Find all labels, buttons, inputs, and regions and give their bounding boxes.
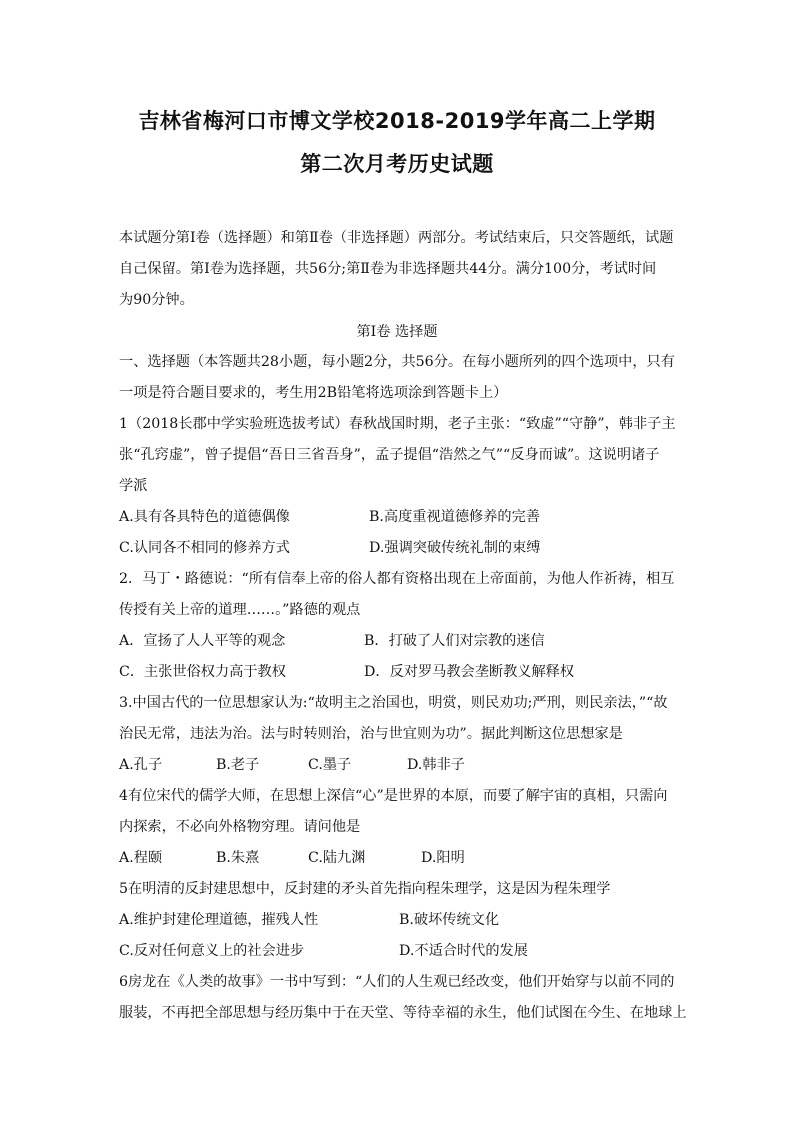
- question-5-option-c: C.反对任何意义上的社会进步: [119, 943, 305, 959]
- question-1-option-a: A.具有各具特色的道德偶像: [119, 509, 290, 525]
- question-2-option-b: B．打破了人们对宗教的迷信: [364, 633, 545, 649]
- question-5-stem: 5在明清的反封建思想中，反封建的矛头首先指向程朱理学，这是因为程朱理学: [119, 881, 611, 897]
- question-3-option-d: D.韩非子: [407, 757, 465, 773]
- question-1-option-b: B.高度重视道德修养的完善: [369, 509, 540, 525]
- question-2-option-d: D．反对罗马教会垄断教义解释权: [364, 664, 575, 680]
- question-3-stem: 3.中国古代的一位思想家认为:“故明主之治国也，明赏，则民劝功;严刑，则民亲法，”“故: [119, 695, 668, 711]
- intro-line: 本试题分第Ⅰ卷（选择题）和第Ⅱ卷（非选择题）两部分。考试结束后，只交答题纸，试题: [119, 230, 674, 246]
- question-4-stem: 4有位宋代的儒学大师，在思想上深信“心”是世界的本原，而要了解宇宙的真相，只需向: [119, 788, 668, 804]
- question-2-option-c: C．主张世俗权力高于教权: [119, 664, 286, 680]
- question-5-option-b: B.破坏传统文化: [399, 912, 500, 928]
- question-5-option-a: A.维护封建伦理道德，摧残人性: [119, 912, 319, 928]
- question-2-option-a: A．宣扬了人人平等的观念: [119, 633, 286, 649]
- question-3-option-a: A.孔子: [119, 757, 163, 773]
- exam-title-line1: 吉林省梅河口市博文学校2018-2019学年高二上学期: [138, 109, 656, 133]
- question-3-option-c: C.墨子: [308, 757, 352, 773]
- question-1-stem: 1（2018长郡中学实验班选拔考试）春秋战国时期，老子主张：“致虚”“守静”，韩非子主: [119, 416, 676, 432]
- question-2-stem: 传授有关上帝的道理……。”路德的观点: [119, 602, 361, 618]
- question-2-stem: 2．马丁・路德说：“所有信奉上帝的俗人都有资格出现在上帝面前，为他人作祈祷，相互: [119, 571, 675, 587]
- question-6-stem: 服装，不再把全部思想与经历集中于在天堂、等待幸福的永生，他们试图在今生、在地球上: [119, 1005, 687, 1021]
- question-4-option-b: B.朱熹: [216, 850, 260, 866]
- question-1-stem: 张“孔窍虚”，曾子提倡“吾日三省吾身”，孟子提倡“浩然之气”“反身而诚”。这说明诸子: [119, 447, 660, 463]
- exam-title-line2: 第二次月考历史试题: [300, 152, 494, 176]
- question-1-option-c: C.认同各不相同的修养方式: [119, 540, 290, 556]
- intro-line: 自己保留。第Ⅰ卷为选择题，共56分;第Ⅱ卷为非选择题共44分。满分100分，考试时间: [119, 261, 657, 277]
- question-1-stem: 学派: [119, 478, 148, 494]
- part-instructions-line: 一、选择题（本答题共28小题，每小题2分，共56分。在每小题所列的四个选项中，只有: [119, 354, 675, 370]
- question-1-option-d: D.强调突破传统礼制的束缚: [369, 540, 541, 556]
- question-3-stem: 治民无常，违法为治。法与时转则治，治与世宜则为功”。据此判断这位思想家是: [119, 726, 623, 742]
- question-4-option-d: D.阳明: [421, 850, 465, 866]
- question-4-stem: 内探索，不必向外格物穷理。请问他是: [119, 819, 361, 835]
- question-4-option-c: C.陆九渊: [308, 850, 366, 866]
- question-6-stem: 6房龙在《人类的故事》一书中写到：“人们的人生观已经改变，他们开始穿与以前不同的: [119, 974, 675, 990]
- intro-line: 为90分钟。: [119, 292, 194, 308]
- question-4-option-a: A.程颐: [119, 850, 163, 866]
- part-instructions-line: 一项是符合题目要求的，考生用2B铅笔将选项涂到答题卡上）: [119, 385, 508, 401]
- question-5-option-d: D.不适合时代的发展: [399, 943, 528, 959]
- question-3-option-b: B.老子: [216, 757, 260, 773]
- section-title: 第Ⅰ卷 选择题: [356, 324, 438, 340]
